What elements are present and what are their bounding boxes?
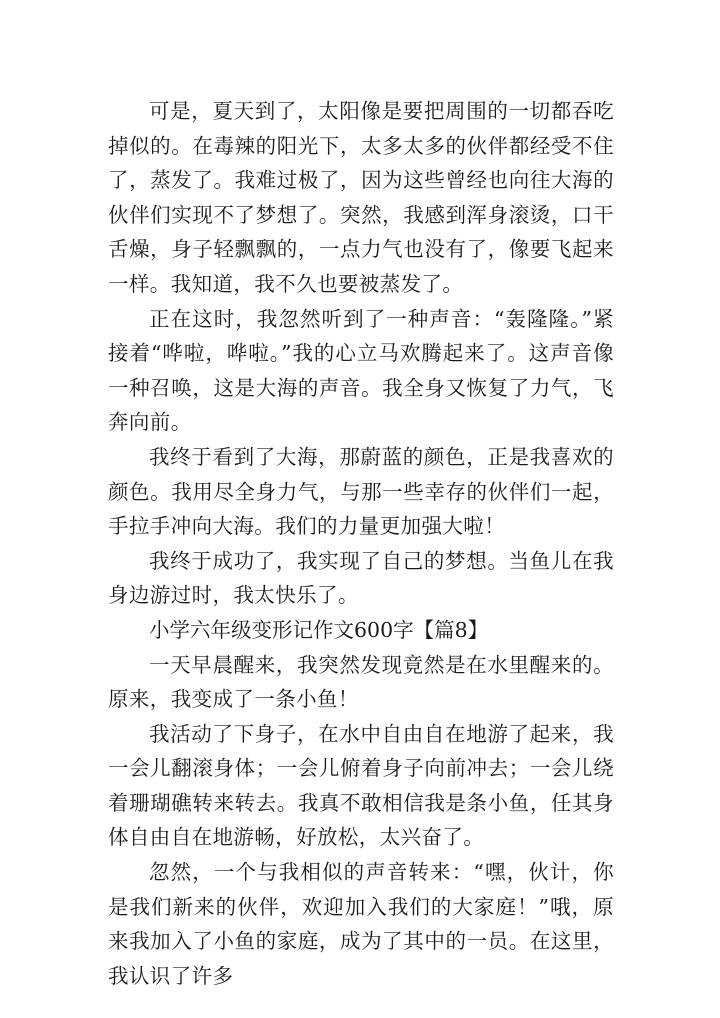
paragraph-new-friends: 忽然，一个与我相似的声音转来：“嘿，伙计，你是我们新来的伙伴，欢迎加入我们的大家庭！”哦，原来我加入了小鱼的家庭，成为了其中的一员。在这里，我认识了许多 — [108, 860, 614, 988]
document-page — [108, 94, 614, 993]
section-heading: 小学六年级变形记作文600字【篇8】 — [149, 617, 489, 642]
paragraph-reach-sea: 我终于看到了大海，那蔚蓝的颜色，正是我喜欢的颜色。我用尽全身力气，与那一些幸存的伙伴们一起，手拉手冲向大海。我们的力量更加强大啦！ — [108, 444, 614, 539]
paragraph-became-fish: 一天早晨醒来，我突然发现竟然是在水里醒来的。原来，我变成了一条小鱼！ — [108, 652, 614, 712]
paragraph-dream-realized: 我终于成功了，我实现了自己的梦想。当鱼儿在我身边游过时，我太快乐了。 — [108, 548, 614, 608]
paragraph-swimming: 我活动了下身子，在水中自由自在地游了起来，我一会儿翻滚身体；一会儿俯着身子向前冲去；一会儿绕着珊瑚礁转来转去。我真不敢相信我是条小鱼，任其身体自由自在地游畅，好放松，太兴奋了。 — [108, 721, 614, 850]
paragraph-sea-sound: 正在这时，我忽然听到了一种声音：“轰隆隆。”紧接着“哗啦，哗啦。”我的心立马欢腾起来了。这声音像一种召唤，这是大海的声音。我全身又恢复了力气，飞奔向前。 — [108, 306, 614, 435]
paragraph-evaporation: 可是，夏天到了，太阳像是要把周围的一切都吞吃掉似的。在毒辣的阳光下，太多太多的伙伴都经受不住了，蒸发了。我难过极了，因为这些曾经也向往大海的伙伴们实现不了梦想了。突然，我感到浑身滚烫，口干舌燥，身子轻飘飘的，一点力气也没有了，像要飞起来一样。我知道，我不久也要被蒸发了。 — [108, 99, 614, 296]
